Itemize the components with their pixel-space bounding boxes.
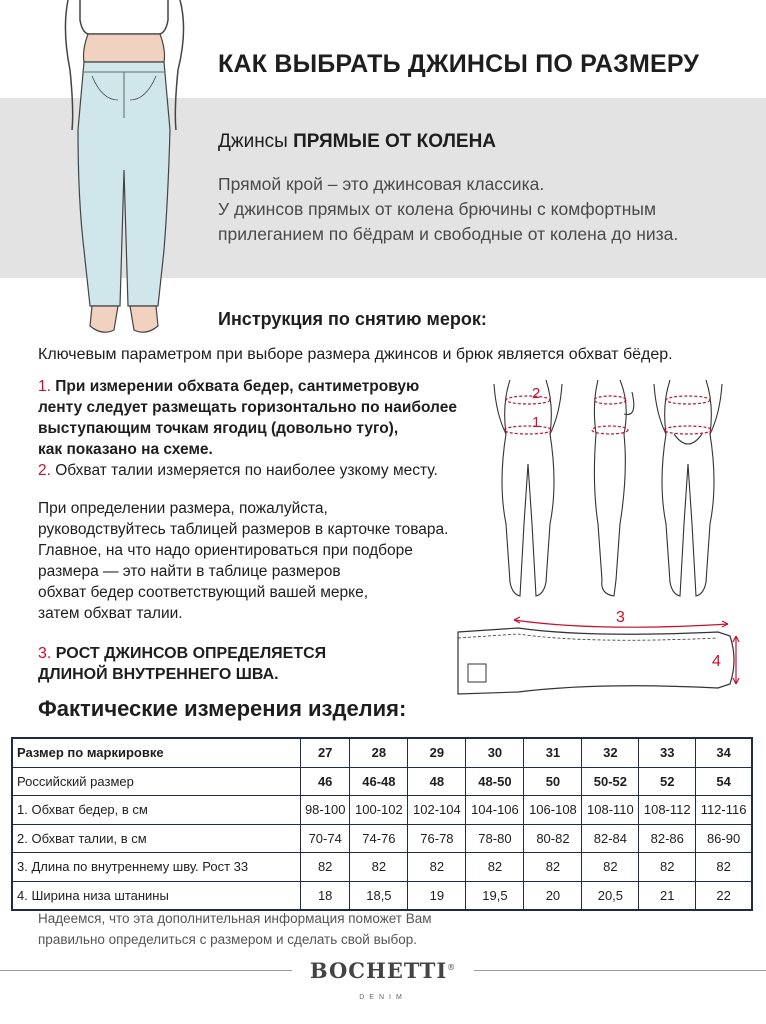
- table-cell: 82: [582, 853, 639, 882]
- table-cell: 46-48: [350, 767, 408, 796]
- table-cell: 82-86: [639, 824, 696, 853]
- row-label-text: Длина по внутреннему шву. Рост 33: [31, 859, 249, 875]
- step-3-inseam: [38, 643, 326, 685]
- table-cell: 29: [408, 738, 466, 767]
- measurement-steps: [38, 376, 457, 481]
- row-label-text: Ширина низа штанины: [31, 887, 169, 903]
- table-cell: 34: [696, 738, 752, 767]
- brand-logo: [292, 958, 474, 983]
- table-cell: 20: [524, 881, 582, 910]
- row-label: [12, 853, 301, 882]
- table-cell: 106-108: [524, 796, 582, 825]
- table-cell: 31: [524, 738, 582, 767]
- table-row: [12, 738, 752, 767]
- row-number: 1.: [17, 802, 28, 818]
- description-line: прилеганием по бёдрам и свободные от колена до низа.: [218, 224, 679, 244]
- table-row: [12, 853, 752, 882]
- step-1-line: [38, 439, 457, 460]
- step-3-text: ДЛИНОЙ ВНУТРЕННЕГО ШВА.: [38, 666, 279, 683]
- table-cell: 100-102: [350, 796, 408, 825]
- table-cell: 27: [301, 738, 350, 767]
- row-label: [12, 796, 301, 825]
- step-3-number: 3.: [38, 645, 52, 662]
- table-cell: 28: [350, 738, 408, 767]
- diagram-label-hips: 1: [532, 414, 541, 431]
- body-measurement-diagram: [488, 374, 734, 600]
- table-cell: 82: [301, 853, 350, 882]
- step-1-line: [38, 418, 457, 439]
- table-cell: 112-116: [696, 796, 752, 825]
- row-label-text: Размер по маркировке: [17, 745, 164, 761]
- advice-line: При определении размера, пожалуйста,: [38, 500, 328, 517]
- row-label: [12, 738, 301, 767]
- table-cell: 50: [524, 767, 582, 796]
- step-3-text: РОСТ ДЖИНСОВ ОПРЕДЕЛЯЕТСЯ: [55, 645, 327, 662]
- page-title: КАК ВЫБРАТЬ ДЖИНСЫ ПО РАЗМЕРУ: [218, 50, 700, 78]
- table-row: [12, 881, 752, 910]
- row-label-text: Российский размер: [17, 773, 134, 789]
- table-cell: 82: [350, 853, 408, 882]
- subtitle-fit: ПРЯМЫЕ ОТ КОЛЕНА: [293, 131, 497, 152]
- table-cell: 18,5: [350, 881, 408, 910]
- description-line: Прямой крой – это джинсовая классика.: [218, 174, 545, 194]
- table-cell: 70-74: [301, 824, 350, 853]
- advice-line: затем обхват талии.: [38, 605, 183, 622]
- step-2-text: Обхват талии измеряется по наиболее узкому месту.: [55, 462, 438, 479]
- table-cell: 50-52: [582, 767, 639, 796]
- footer-divider: [474, 970, 766, 971]
- table-cell: 82: [524, 853, 582, 882]
- row-number: 3.: [17, 859, 28, 875]
- table-cell: 19: [408, 881, 466, 910]
- table-cell: 48: [408, 767, 466, 796]
- size-advice: [38, 498, 448, 624]
- step-1-text: ленту следует размещать горизонтально по наиболее: [38, 399, 457, 416]
- step-1-text: как показано на схеме.: [38, 441, 213, 458]
- table-cell: 52: [639, 767, 696, 796]
- table-cell: 82: [639, 853, 696, 882]
- key-parameter-text: Ключевым параметром при выборе размера джинсов и брюк является обхват бёдер.: [38, 346, 673, 363]
- table-cell: 82: [408, 853, 466, 882]
- table-cell: 102-104: [408, 796, 466, 825]
- table-cell: 18: [301, 881, 350, 910]
- diagram-label-hem: 4: [712, 653, 721, 670]
- fit-description: [218, 172, 678, 247]
- advice-line: обхват бедер соответствующий вашей мерке,: [38, 584, 369, 601]
- step-2-number: 2.: [38, 462, 51, 479]
- row-label: [12, 881, 301, 910]
- table-cell: 82: [696, 853, 752, 882]
- footer-note: [38, 908, 432, 950]
- subtitle-prefix: Джинсы: [218, 131, 294, 152]
- table-cell: 48-50: [466, 767, 524, 796]
- size-table: [11, 737, 753, 911]
- table-cell: 78-80: [466, 824, 524, 853]
- diagram-label-inseam: 3: [616, 609, 625, 626]
- table-cell: 32: [582, 738, 639, 767]
- step-1-number: 1.: [38, 378, 51, 395]
- description-line: У джинсов прямых от колена брючины с комфортным: [218, 199, 657, 219]
- table-cell: 104-106: [466, 796, 524, 825]
- table-cell: 108-110: [582, 796, 639, 825]
- table-cell: 80-82: [524, 824, 582, 853]
- advice-line: размера — это найти в таблице размеров: [38, 563, 341, 580]
- note-line: правильно определиться с размером и сделать свой выбор.: [38, 932, 417, 947]
- jeans-figure-illustration: [62, 0, 190, 340]
- table-cell: 19,5: [466, 881, 524, 910]
- table-cell: 30: [466, 738, 524, 767]
- brand-name: BOCHETTI: [309, 958, 448, 983]
- table-cell: 20,5: [582, 881, 639, 910]
- step-1-text: При измерении обхвата бедер, сантиметровую: [55, 378, 420, 395]
- table-cell: 74-76: [350, 824, 408, 853]
- table-row: [12, 767, 752, 796]
- brand-subtitle: DENIM: [359, 994, 407, 1001]
- footer-divider: [0, 970, 292, 971]
- product-subtitle: [218, 131, 496, 153]
- row-label: [12, 824, 301, 853]
- advice-line: руководствуйтесь таблицей размеров в карточке товара.: [38, 521, 449, 538]
- row-label: [12, 767, 301, 796]
- jeans-leg-diagram: [448, 608, 748, 704]
- instructions-title: Инструкция по снятию мерок:: [218, 309, 487, 329]
- table-cell: 54: [696, 767, 752, 796]
- table-row: [12, 796, 752, 825]
- table-cell: 98-100: [301, 796, 350, 825]
- measurements-title: Фактические измерения изделия:: [38, 696, 407, 721]
- note-line: Надеемся, что эта дополнительная информация поможет Вам: [38, 911, 432, 926]
- row-label-text: Обхват талии, в см: [31, 830, 147, 846]
- row-number: 2.: [17, 830, 28, 846]
- brand-mark: ®: [447, 963, 457, 972]
- diagram-label-waist: 2: [532, 385, 541, 402]
- step-1-line: [38, 376, 457, 397]
- step-1-text: выступающим точкам ягодиц (довольно туго),: [38, 420, 399, 437]
- table-cell: 76-78: [408, 824, 466, 853]
- table-cell: 33: [639, 738, 696, 767]
- table-cell: 21: [639, 881, 696, 910]
- row-number: 4.: [17, 887, 28, 903]
- step-1-line: [38, 397, 457, 418]
- advice-line: Главное, на что надо ориентироваться при подборе: [38, 542, 413, 559]
- row-label-text: Обхват бедер, в см: [31, 802, 148, 818]
- step-2-line: [38, 460, 457, 481]
- table-cell: 86-90: [696, 824, 752, 853]
- table-cell: 108-112: [639, 796, 696, 825]
- table-cell: 22: [696, 881, 752, 910]
- table-row: [12, 824, 752, 853]
- table-cell: 82: [466, 853, 524, 882]
- table-cell: 46: [301, 767, 350, 796]
- table-cell: 82-84: [582, 824, 639, 853]
